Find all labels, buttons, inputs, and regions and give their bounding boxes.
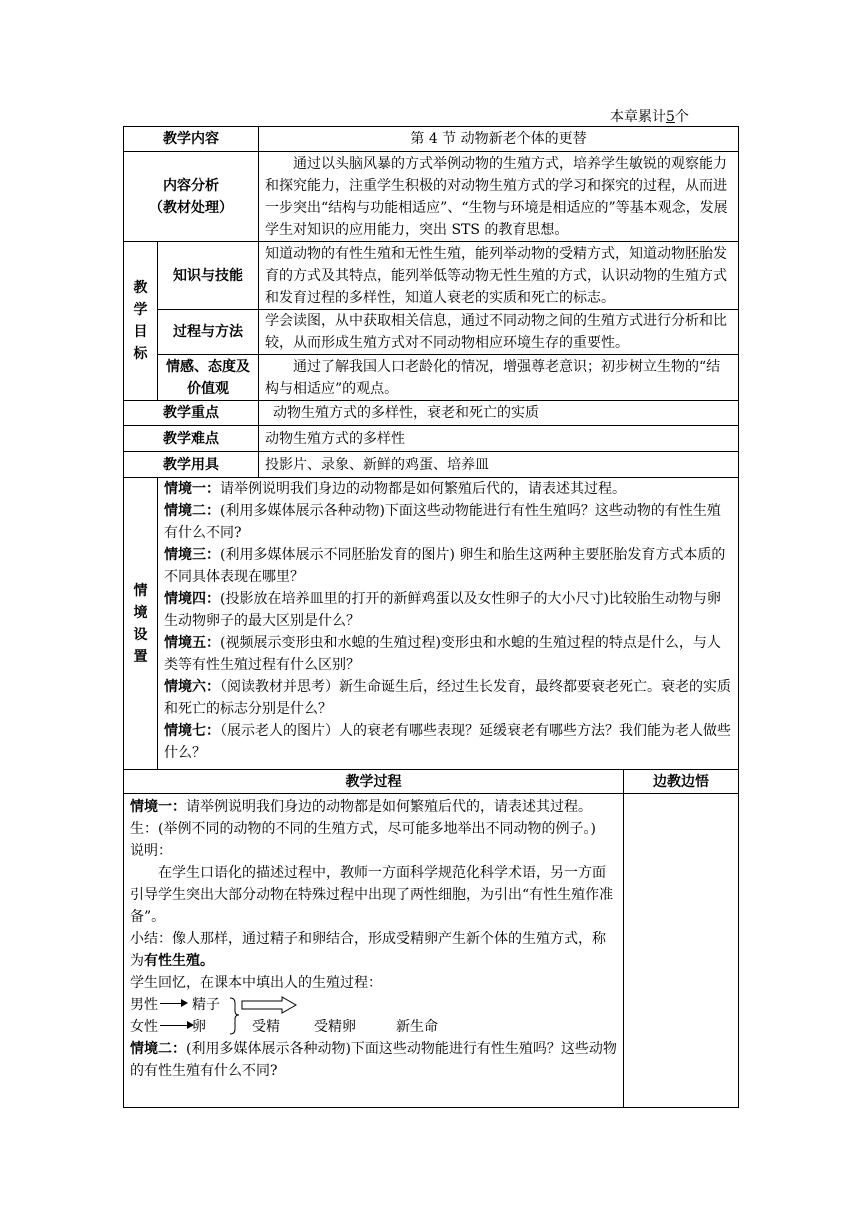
row-goal-emotion (124, 355, 739, 401)
row-process-header (124, 770, 739, 794)
scenario-head: 情境二： (164, 503, 220, 519)
content-value: 第 4 节 动物新老个体的更替 (259, 127, 739, 152)
scenario-text: (利用多媒体展示不同胚胎发育的图片) 卵生和胎生这两种主要胚胎发育方式本质的不同具体表现在哪里？ (164, 547, 726, 585)
analysis-label (124, 152, 259, 242)
scenario-text: (利用多媒体展示各种动物)下面这些动物能进行有性生殖吗？这些动物的有性生殖有什么不同? (164, 503, 721, 541)
diagram-egg: 卵 (192, 1019, 206, 1035)
scenario-item (164, 544, 732, 588)
diagram-zygote: 受精卵 (314, 1019, 356, 1035)
process-text: 学会读图，从中获取相关信息，通过不同动物之间的生殖方式进行分析和比较，从而形成生殖方式对不同动物相应环境生存的重要性。 (259, 310, 739, 355)
content-label: 教学内容 (124, 127, 259, 152)
scenario-head: 情境一： (164, 481, 220, 497)
process-summary-text: 小结：像人那样，通过精子和卵结合，形成受精卵产生新个体的生殖方式，称为 (130, 931, 606, 969)
scenarios-label-char: 设 (133, 626, 148, 643)
emotion-label-line2: 价值观 (187, 380, 229, 397)
row-scenarios (124, 478, 739, 770)
scenario-head: 情境七： (164, 723, 220, 739)
lesson-plan-table (123, 126, 739, 1108)
arrow-icon (160, 1025, 188, 1026)
goals-label-char: 标 (133, 346, 148, 362)
row-tools (124, 452, 739, 478)
diagram-sperm: 精子 (192, 997, 220, 1013)
process-explain-text: 在学生口语化的描述过程中，教师一方面科学规范化科学术语，另一方面引导学生突出大部分动物在特殊过程中出现了两性细胞，为引出“有性生殖作准备”。 (130, 865, 614, 925)
knowledge-label: 知识与技能 (158, 242, 259, 310)
process-s1-head: 情境一： (130, 799, 186, 815)
process-header-right: 边教边悟 (624, 770, 739, 794)
process-s2 (130, 1038, 617, 1082)
row-content (124, 127, 739, 152)
scenarios-list (158, 478, 739, 770)
emotion-text: 通过了解我国人口老龄化的情况，增强尊老意识；初步树立生物的“结构与相适应”的观点。 (259, 355, 739, 401)
scenarios-label (124, 478, 158, 770)
focus-label: 教学重点 (124, 401, 259, 426)
process-s2-text: (利用多媒体展示各种动物)下面这些动物能进行有性生殖吗？这些动物的有性生殖有什么不同? (130, 1041, 617, 1079)
process-s1-text: 请举例说明我们身边的动物都是如何繁殖后代的，请表述其过程。 (186, 799, 592, 815)
scenario-head: 情境四： (164, 591, 220, 607)
chapter-count (610, 106, 689, 126)
reproduction-diagram (130, 994, 617, 1038)
goals-label-char: 学 (133, 302, 148, 318)
scenarios-label-char: 境 (133, 604, 148, 621)
diagram-male: 男性 (130, 997, 158, 1013)
scenarios-label-char: 置 (133, 648, 148, 665)
scenario-item (164, 720, 732, 764)
analysis-label-line1: 内容分析 (163, 177, 219, 194)
goals-label-char: 教 (133, 280, 148, 296)
scenario-item (164, 500, 732, 544)
scenario-text: (视频展示变形虫和水螅的生殖过程)变形虫和水螅的生殖过程的特点是什么，与人类等有性生殖过程有什么区别？ (164, 635, 721, 673)
chapter-count-prefix: 本章累计 (610, 109, 666, 125)
scenarios-label-char: 情 (133, 582, 148, 599)
diagram-fertilization: 受精 (252, 1019, 280, 1035)
process-body (124, 794, 624, 1108)
scenario-text: (投影放在培养皿里的打开的新鲜鸡蛋以及女性卵子的大小尺寸)比较胎生动物与卵生动物卵子的最大区别是什么？ (164, 591, 721, 629)
scenario-item (164, 478, 732, 500)
row-analysis (124, 152, 739, 242)
reflection-cell (624, 794, 739, 1108)
row-goal-process (124, 310, 739, 355)
process-recall: 学生回忆，在课本中填出人的生殖过程： (130, 975, 382, 991)
scenario-text: 请举例说明我们身边的动物都是如何繁殖后代的，请表述其过程。 (220, 481, 626, 497)
diagram-new-life: 新生命 (396, 1019, 438, 1035)
goals-label-char: 目 (133, 324, 148, 340)
difficulty-text: 动物生殖方式的多样性 (259, 426, 739, 452)
scenario-text: （展示老人的图片）人的衰老有哪些表现？延缓衰老有哪些方法？我们能为老人做些什么？ (164, 723, 731, 761)
process-summary (130, 928, 617, 972)
diagram-female: 女性 (130, 1019, 158, 1035)
process-student: 生：(举例不同的动物的不同的生殖方式，尽可能多地举出不同动物的例子。) (130, 821, 596, 837)
chapter-count-suffix: 个 (674, 109, 689, 125)
tools-label: 教学用具 (124, 452, 259, 478)
arrow-icon (160, 1003, 182, 1004)
analysis-text: 通过以头脑风暴的方式举例动物的生殖方式，培养学生敏锐的观察能力和探究能力，注重学生积极的对动物生殖方式的学习和探究的过程，从而进一步突出“结构与功能相适应”、“生物与环境是相适应的”等基本观念，发展学生对知识的应用能力，突出 STS 的教育思想。 (259, 152, 739, 242)
process-explain-label: 说明： (130, 843, 172, 859)
scenario-item (164, 676, 732, 720)
process-header-left: 教学过程 (124, 770, 624, 794)
row-focus (124, 401, 739, 426)
goals-label (124, 242, 158, 401)
process-summary-term: 有性生殖。 (144, 953, 214, 969)
scenario-text: （阅读教材并思考）新生命诞生后，经过生长发育，最终都要衰老死亡。衰老的实质和死亡的标志分别是什么？ (164, 679, 731, 717)
arrow-head-icon (181, 999, 188, 1007)
scenario-head: 情境六： (164, 679, 220, 695)
knowledge-text: 知道动物的有性生殖和无性生殖，能列举动物的受精方式，知道动物胚胎发育的方式及其特点，能列举低等动物无性生殖的方式，认识动物的生殖方式和发育过程的多样性，知道人衰老的实质和死亡的标志。 (259, 242, 739, 310)
difficulty-label: 教学难点 (124, 426, 259, 452)
scenario-item (164, 632, 732, 676)
emotion-label-line1: 情感、态度及 (166, 358, 250, 375)
row-difficulty (124, 426, 739, 452)
focus-text: 动物生殖方式的多样性，衰老和死亡的实质 (259, 401, 739, 426)
emotion-label (158, 355, 259, 401)
scenario-head: 情境五： (164, 635, 220, 651)
process-s2-head: 情境二： (130, 1041, 186, 1057)
scenario-head: 情境三： (164, 547, 220, 563)
scenario-item (164, 588, 732, 632)
tools-text: 投影片、录象、新鲜的鸡蛋、培养皿 (259, 452, 739, 478)
process-label: 过程与方法 (158, 310, 259, 355)
row-process-body (124, 794, 739, 1108)
chapter-count-value: 5 (666, 109, 675, 125)
analysis-label-line2: （教材处理） (149, 199, 233, 216)
process-s1 (130, 796, 617, 818)
row-goal-knowledge (124, 242, 739, 310)
